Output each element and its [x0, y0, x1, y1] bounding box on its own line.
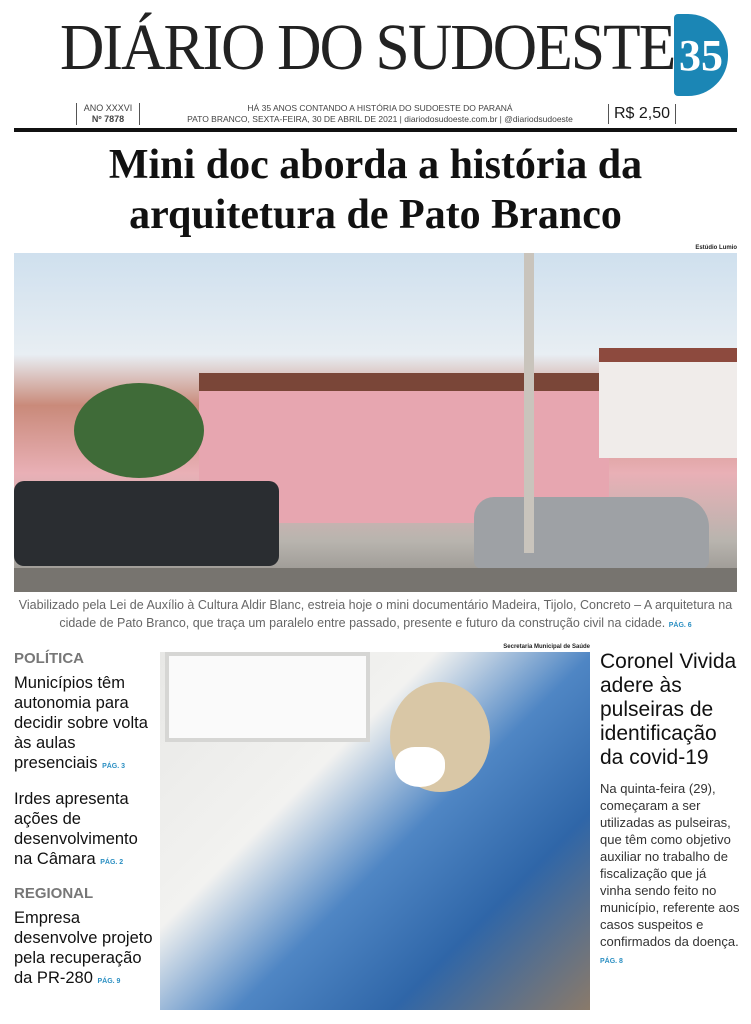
lead-headline: Mini doc aborda a história da arquitetura de Pato Branco [108, 142, 643, 238]
issue-number: Nº 7878 [91, 114, 125, 124]
dateline: PATO BRANCO, SEXTA-FEIRA, 30 DE ABRIL DE 2021 | diariodosudoeste.com.br | @diariodsudoeste [187, 114, 573, 124]
feature-photo [160, 652, 590, 1010]
right-column [600, 650, 740, 970]
story[interactable] [14, 908, 156, 992]
photo-credit: Estúdio Lumio [695, 245, 737, 251]
tagline: HÁ 35 ANOS CONTANDO A HISTÓRIA DO SUDOESTE DO PARANÁ [247, 103, 513, 113]
issue-info [76, 103, 140, 125]
section-politica: POLÍTICA [14, 650, 84, 667]
story-title[interactable]: Municípios têm autonomia para decidir sobre volta às aulas presenciais [14, 674, 148, 772]
feature-title[interactable]: Coronel Vivida adere às pulseiras de identificação da covid-19 [600, 650, 737, 769]
story-title[interactable]: Empresa desenvolve projeto pela recuperação da PR-280 [14, 909, 153, 987]
section-regional: REGIONAL [14, 885, 94, 902]
story[interactable] [14, 789, 156, 873]
lead-caption [14, 596, 737, 635]
left-column [14, 650, 156, 1004]
year: ANO XXXVI [83, 103, 133, 113]
page-ref[interactable]: PÁG. 6 [668, 622, 692, 629]
anniversary-logo: 35 [674, 14, 728, 96]
masthead-title: DIÁRIO DO SUDOESTE [60, 11, 675, 84]
photo-credit: Secretaria Municipal de Saúde [503, 644, 590, 650]
story[interactable] [14, 673, 156, 777]
caption-text: Viabilizado pela Lei de Auxílio à Cultura Aldir Blanc, estreia hoje o mini documentário Madeira, Tijolo, Concreto – A arquitetura na cidade de Pato Branco, que traça um paralelo entre passado, presente e futuro da construção civil na cidade. [18, 598, 733, 630]
divider [14, 128, 737, 132]
page-ref[interactable]: PÁG. 9 [97, 978, 121, 985]
page-ref[interactable]: PÁG. 2 [100, 859, 124, 866]
story-title[interactable]: Irdes apresenta ações de desenvolvimento na Câmara [14, 790, 138, 868]
tagline-block [160, 103, 600, 125]
price: R$ 2,50 [608, 104, 676, 124]
feature-text: Na quinta-feira (29), começaram a ser utilizadas as pulseiras, que têm como objetivo auxiliar no trabalho de fiscalização que já vinha sendo feito no município, referente aos casos suspeitos e confirmados da doença. [600, 781, 740, 949]
feature-body [600, 780, 740, 970]
page-ref[interactable]: PÁG. 8 [600, 958, 623, 965]
page-ref[interactable]: PÁG. 3 [102, 763, 126, 770]
lead-photo [14, 253, 737, 592]
